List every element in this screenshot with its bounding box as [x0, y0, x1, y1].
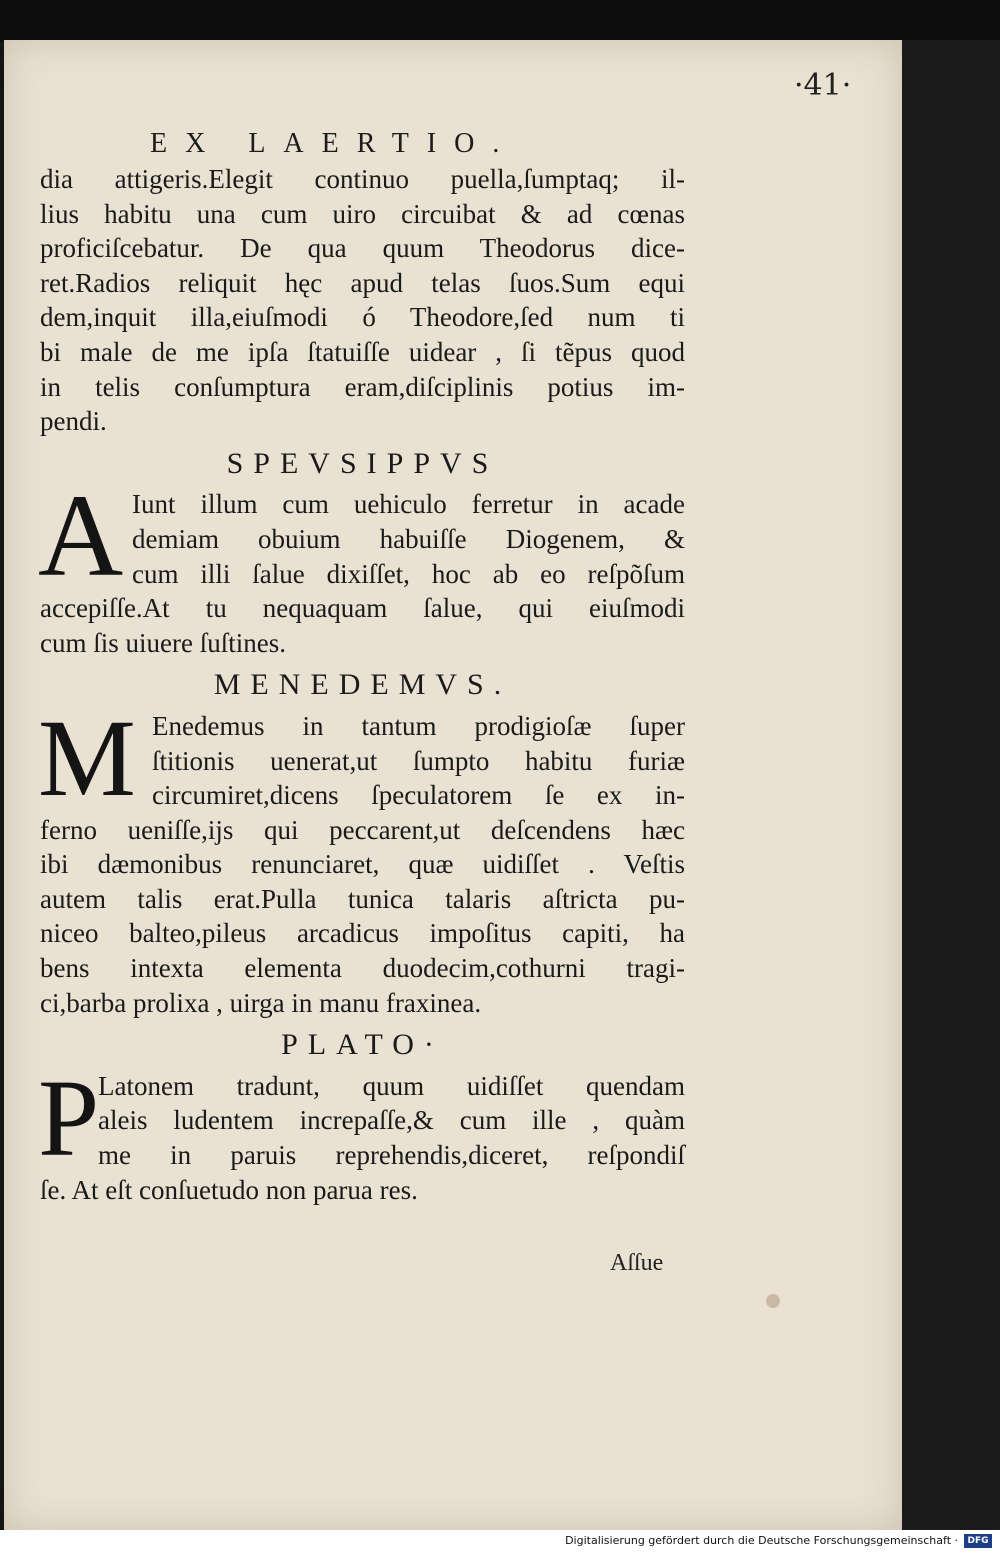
- section-heading-plato: PLATO·: [281, 1028, 444, 1062]
- folio-number: ·41·: [794, 68, 852, 103]
- text-line: Latonem tradunt, quum uidiſſet quendam: [98, 1070, 685, 1101]
- intro-paragraph: [40, 162, 685, 439]
- text-line: Iunt illum cum uehiculo ferretur in acade: [132, 489, 685, 520]
- text-line: in telis conſumptura eram,diſciplinis potius im-: [40, 371, 685, 402]
- text-line: demiam obuium habuiſſe Diogenem, &: [132, 523, 685, 554]
- text-line: cum ſis uiuere ſuſtines.: [40, 627, 286, 658]
- text-line: ſtitionis uenerat,ut ſumpto habitu furiæ: [152, 745, 685, 776]
- text-block: [40, 162, 685, 1207]
- catchword: Aſſue: [610, 1250, 664, 1276]
- text-line: proficiſcebatur. De qua quum Theodorus dice-: [40, 233, 685, 264]
- text-line: me in paruis reprehendis,diceret, reſpondiſ: [98, 1140, 685, 1171]
- section-heading-menedemus: MENEDEMVS.: [213, 668, 512, 702]
- section-speusippus: [38, 470, 685, 660]
- text-line: ferno ueniſſe,ijs qui peccarent,ut deſcendens hæc: [40, 814, 685, 845]
- text-line: autem talis erat.Pulla tunica talaris aſtricta pu-: [40, 883, 685, 914]
- text-line: pendi.: [40, 406, 107, 437]
- text-line: niceo balteo,pileus arcadicus impoſitus capiti, ha: [40, 918, 685, 949]
- text-line: accepiſſe.At tu nequaquam ſalue, qui eiuſmodi: [40, 593, 685, 624]
- text-line: circumiret,dicens ſpeculatorem ſe ex in-: [152, 780, 685, 811]
- text-line: ci,barba prolixa , uirga in manu fraxinea.: [40, 987, 482, 1018]
- text-line: ret.Radios reliquit hęc apud telas ſuos.Sum equi: [40, 267, 685, 298]
- section-heading-speusippus: SPEVSIPPVS: [226, 446, 499, 480]
- text-line: bi male de me ipſa ſtatuiſſe uidear , ſi tẽpus quod: [40, 336, 685, 367]
- scan-top-border: [0, 0, 1000, 42]
- dfg-logo: DFG: [964, 1534, 992, 1548]
- digitization-footer: [0, 1530, 1000, 1552]
- dropcap-m: M: [38, 696, 136, 819]
- text-line: lius habitu una cum uiro circuibat & ad cœnas: [40, 198, 685, 229]
- text-line: dem,inquit illa,eiuſmodi ó Theodore,ſed num ti: [40, 302, 685, 333]
- dropcap-p: P: [38, 1056, 100, 1179]
- text-line: aleis ludentem increpaſſe,& cum ille , quàm: [98, 1105, 685, 1136]
- paper-stain: [766, 1294, 780, 1308]
- text-line: ſe. At eſt conſuetudo non parua res.: [40, 1174, 418, 1205]
- scan-right-border: [902, 40, 1000, 1530]
- section-menedemus: [38, 696, 685, 1020]
- text-line: ibi dæmonibus renunciaret, quæ uidiſſet . Veſtis: [40, 849, 685, 880]
- funding-credit: Digitalisierung gefördert durch die Deutsche Forschungsgemeinschaft ·: [565, 1534, 958, 1547]
- running-head: EX LAERTIO.: [150, 128, 518, 159]
- text-line: cum illi ſalue dixiſſet, hoc ab eo reſpõſum: [132, 558, 685, 589]
- text-line: dia attigeris.Elegit continuo puella,ſumptaq; il-: [40, 164, 685, 194]
- dropcap-a: A: [38, 470, 124, 602]
- text-line: Enedemus in tantum prodigioſæ ſuper: [152, 710, 685, 741]
- text-line: bens intexta elementa duodecim,cothurni tragi-: [40, 953, 685, 984]
- section-plato: [38, 1056, 685, 1207]
